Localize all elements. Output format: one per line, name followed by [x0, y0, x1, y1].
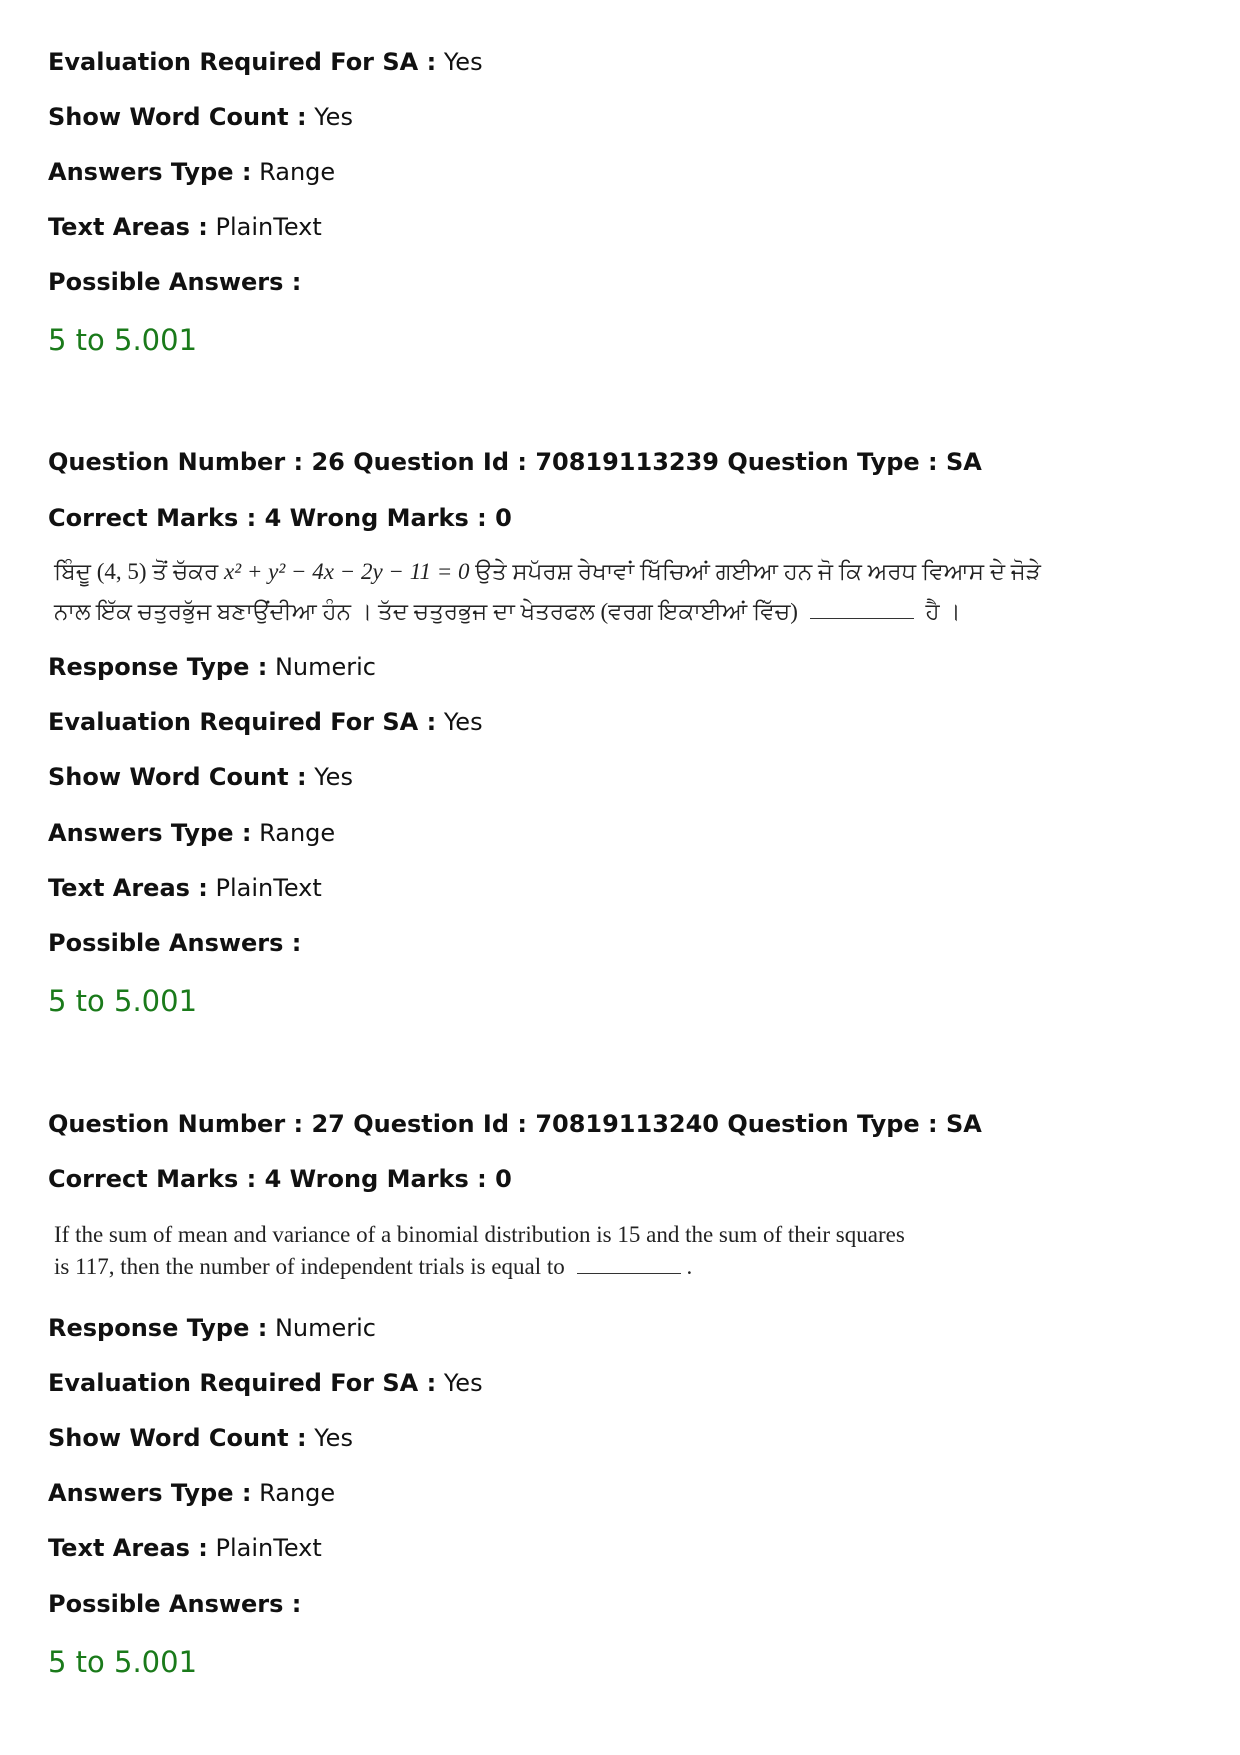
response-type-label: Response Type :	[48, 1314, 268, 1342]
evaluation-row	[48, 1368, 483, 1398]
evaluation-label: Evaluation Required For SA :	[48, 708, 437, 736]
word-count-label: Show Word Count :	[48, 103, 307, 131]
evaluation-label: Evaluation Required For SA :	[48, 1369, 437, 1397]
response-type-label: Response Type :	[48, 653, 268, 681]
possible-answers-row	[48, 928, 301, 958]
question-text-part: ਹੈ ।	[925, 599, 961, 624]
text-areas-row	[48, 1533, 322, 1563]
text-areas-value: PlainText	[215, 874, 322, 902]
evaluation-row	[48, 47, 483, 77]
question-text-part: If the sum of mean and variance of a binomial distribution is 15 and the sum of their squares	[54, 1222, 905, 1247]
evaluation-value: Yes	[443, 48, 483, 76]
response-type-row	[48, 652, 376, 682]
evaluation-value: Yes	[443, 1369, 483, 1397]
answer-blank	[810, 600, 914, 619]
answers-type-label: Answers Type :	[48, 158, 252, 186]
answers-type-row	[48, 1478, 335, 1508]
question-header: Question Number : 26 Question Id : 70819113239 Question Type : SA	[48, 448, 982, 476]
word-count-label: Show Word Count :	[48, 763, 307, 791]
question-text-part: ਉਤੇ ਸਪੱਰਸ਼ ਰੇਖਾਵਾਂ ਖਿੱਚਿਆਂ ਗਈਆ ਹਨ ਜੋ ਕਿ ਅਰਧ ਵਿਆਸ ਦੇ ਜੋੜੇ	[475, 559, 1041, 584]
question-text-part: is 117, then the number of independent trials is equal to	[54, 1254, 565, 1279]
response-type-value: Numeric	[274, 653, 376, 681]
text-areas-row	[48, 212, 322, 242]
question-text-line	[54, 556, 1041, 588]
question-text-part: .	[686, 1254, 693, 1279]
text-areas-row	[48, 873, 322, 903]
word-count-row	[48, 1423, 353, 1453]
word-count-value: Yes	[314, 103, 353, 131]
evaluation-row	[48, 707, 483, 737]
question-text-part: ਬਿੰਦੂ (4, 5) ਤੋਂ ਚੱਕਰ	[54, 559, 219, 584]
question-equation: x² + y² − 4x − 2y − 11 = 0	[223, 559, 470, 584]
answers-type-value: Range	[259, 158, 336, 186]
response-type-row	[48, 1313, 376, 1343]
question-header: Question Number : 27 Question Id : 70819113240 Question Type : SA	[48, 1110, 982, 1138]
possible-answer-value: 5 to 5.001	[48, 984, 198, 1018]
answers-type-label: Answers Type :	[48, 1479, 252, 1507]
answers-type-label: Answers Type :	[48, 819, 252, 847]
possible-answer-value: 5 to 5.001	[48, 1645, 198, 1679]
evaluation-value: Yes	[443, 708, 483, 736]
text-areas-label: Text Areas :	[48, 213, 208, 241]
text-areas-value: PlainText	[215, 213, 322, 241]
possible-answers-label: Possible Answers :	[48, 268, 302, 296]
question-text-line	[54, 1219, 905, 1251]
question-text-line	[54, 1251, 692, 1283]
possible-answers-row	[48, 267, 301, 297]
answers-type-value: Range	[259, 1479, 336, 1507]
answers-type-value: Range	[259, 819, 336, 847]
word-count-value: Yes	[314, 1424, 353, 1452]
question-marks: Correct Marks : 4 Wrong Marks : 0	[48, 1165, 512, 1193]
possible-answer-value: 5 to 5.001	[48, 323, 198, 357]
text-areas-label: Text Areas :	[48, 874, 208, 902]
text-areas-label: Text Areas :	[48, 1534, 208, 1562]
answers-type-row	[48, 818, 335, 848]
question-marks: Correct Marks : 4 Wrong Marks : 0	[48, 504, 512, 532]
question-text-line	[54, 596, 961, 628]
possible-answers-label: Possible Answers :	[48, 929, 302, 957]
word-count-row	[48, 102, 353, 132]
word-count-row	[48, 762, 353, 792]
possible-answers-row	[48, 1589, 301, 1619]
response-type-value: Numeric	[274, 1314, 376, 1342]
answers-type-row	[48, 157, 335, 187]
evaluation-label: Evaluation Required For SA :	[48, 48, 437, 76]
question-text-part: ਨਾਲ ਇੱਕ ਚਤੁਰਭੁੱਜ ਬਣਾਉਂਦੀਆ ਹੰਨ । ਤੱਦ ਚਤੁਰਭੁਜ ਦਾ ਖੇਤਰਫਲ (ਵਰਗ ਇਕਾਈਆਂ ਵਿੱਚ)	[54, 599, 798, 624]
possible-answers-label: Possible Answers :	[48, 1590, 302, 1618]
text-areas-value: PlainText	[215, 1534, 322, 1562]
word-count-label: Show Word Count :	[48, 1424, 307, 1452]
answer-blank	[577, 1255, 681, 1274]
word-count-value: Yes	[314, 763, 353, 791]
